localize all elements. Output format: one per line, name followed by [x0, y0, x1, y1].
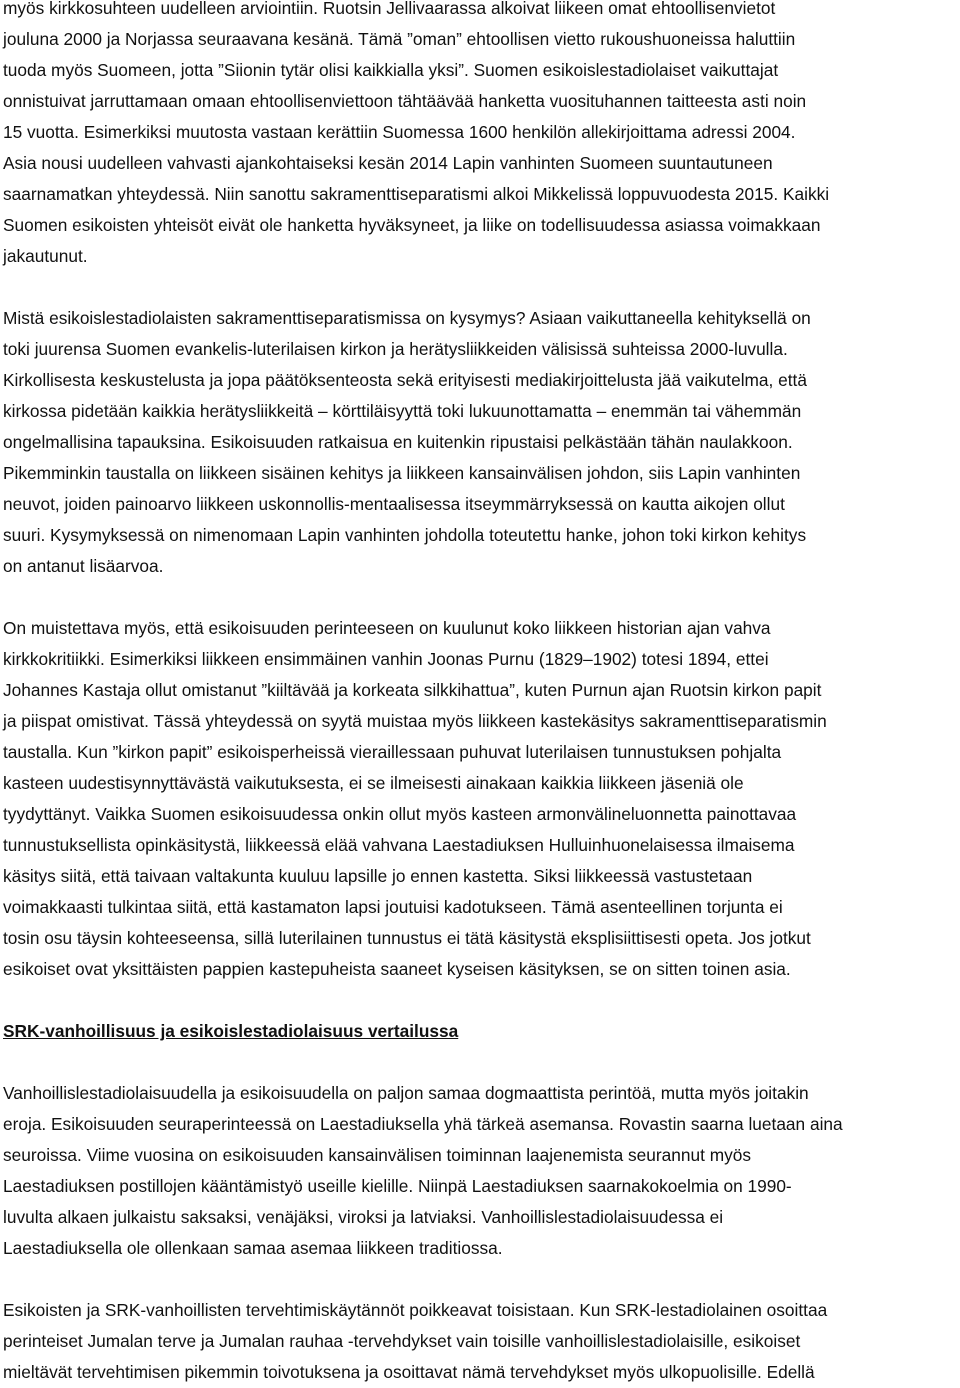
text-line: perinteiset Jumalan terve ja Jumalan rauhaa -tervehdykset vain toisille vanhoillislestadiolaisille, esikoiset: [3, 1331, 801, 1351]
text-line: ja piispat omistivat. Tässä yhteydessä on syytä muistaa myös liikkeen kastekäsitys sakramenttiseparatismin: [3, 711, 827, 731]
text-line: Mistä esikoislestadiolaisten sakramenttiseparatismissa on kysymys? Asiaan vaikuttaneella kehityksellä on: [3, 308, 811, 328]
text-line: ongelmallisina tapauksina. Esikoisuuden ratkaisua en kuitenkin ripustaisi pelkästään tähän naulakkoon.: [3, 432, 793, 452]
text-line: luvulta alkaen julkaistu saksaksi, venäjäksi, viroksi ja latviaksi. Vanhoillislestadiolaisuudessa ei: [3, 1207, 724, 1227]
paragraph-spacer: [3, 1264, 957, 1295]
text-line: seuroissa. Viime vuosina on esikoisuuden kansainvälisen toiminnan laajenemista seurannut myös: [3, 1145, 751, 1165]
text-line: jouluna 2000 ja Norjassa seuraavana kesänä. Tämä ”oman” ehtoollisen vietto rukoushuoneissa haluttiin: [3, 29, 796, 49]
text-line: tuoda myös Suomeen, jotta ”Siionin tytär olisi kaikkialla yksi”. Suomen esikoislestadiolaiset vaikuttajat: [3, 60, 779, 80]
paragraph: [3, 1078, 957, 1264]
text-line: Esikoisten ja SRK-vanhoillisten tervehtimiskäytännöt poikkeavat toisistaan. Kun SRK-lestadiolainen osoittaa: [3, 1300, 828, 1320]
text-line: kasteen uudestisynnyttävästä vaikutuksesta, ei se ilmeisesti ainakaan kaikkia liikkeen jäseniä ole: [3, 773, 744, 793]
paragraph: [3, 0, 957, 272]
text-line: taustalla. Kun ”kirkon papit” esikoisperheissä vieraillessaan puhuvat luterilaisen tunnustuksen pohjalta: [3, 742, 782, 762]
text-line: toki juurensa Suomen evankelis-luterilaisen kirkon ja herätysliikkeiden välisissä suhteissa 2000-luvulla.: [3, 339, 788, 359]
paragraph-spacer: [3, 582, 957, 613]
text-line: Vanhoillislestadiolaisuudella ja esikoisuudella on paljon samaa dogmaattista perintöä, mutta myös joitakin: [3, 1083, 809, 1103]
text-line: neuvot, joiden painoarvo liikkeen uskonnollis-mentaalisessa itseymmärryksessä on kautta aikojen ollut: [3, 494, 785, 514]
text-line: on antanut lisäarvoa.: [3, 556, 164, 576]
text-line: käsitys siitä, että taivaan valtakunta kuuluu lapsille jo ennen kastetta. Siksi liikkeessä vastustetaan: [3, 866, 753, 886]
text-line: kirkkokritiikki. Esimerkiksi liikkeen ensimmäinen vanhin Joonas Purnu (1829–1902) totesi 1894, ettei: [3, 649, 769, 669]
text-line: tosin osu täysin kohteeseensa, sillä luterilainen tunnustus ei tätä käsitystä eksplisiittisesti opeta. Jos jotkut: [3, 928, 811, 948]
text-line: onnistuivat jarruttamaan omaan ehtoollisenviettoon tähtäävää hanketta vuosituhannen taitteesta asti noin: [3, 91, 807, 111]
text-line: Pikemminkin taustalla on liikkeen sisäinen kehitys ja liikkeen kansainvälisen johdon, siis Lapin vanhinten: [3, 463, 801, 483]
text-line: Laestadiuksen postillojen kääntämistyö useille kielille. Niinpä Laestadiuksen saarnakokoelmia on 1990-: [3, 1176, 792, 1196]
text-line: tunnustuksellista opinkäsitystä, liikkeessä elää vahvana Laestadiuksen Hulluinhuonelaisessa ilmaisema: [3, 835, 795, 855]
text-line: Kirkollisesta keskustelusta ja jopa päätöksenteosta sekä erityisesti mediakirjoittelusta jää vaikutelma, että: [3, 370, 807, 390]
text-line: voimakkaasti tulkintaa siitä, että kastamaton lapsi joutuisi kadotukseen. Tämä asenteellinen torjunta ei: [3, 897, 783, 917]
text-line: mieltävät tervehtimisen pikemmin toivotuksena ja osoittavat nämä tervehdykset myös ulkopuolisille. Edellä: [3, 1362, 815, 1382]
text-line: Johannes Kastaja ollut omistanut ”kiiltävää ja korkeata silkkihattua”, kuten Purnun ajan Ruotsin kirkon papit: [3, 680, 822, 700]
section-heading: SRK-vanhoillisuus ja esikoislestadiolaisuus vertailussa: [3, 1021, 459, 1041]
paragraph-spacer: [3, 1047, 957, 1078]
text-line: Suomen esikoisten yhteisöt eivät ole hanketta hyväksyneet, ja liike on todellisuudessa asiassa voimakkaan: [3, 215, 821, 235]
text-line: kirkossa pidetään kaikkia herätysliikkeitä – körttiläisyyttä toki lukuunottamatta – enemmän tai vähemmän: [3, 401, 802, 421]
text-line: Asia nousi uudelleen vahvasti ajankohtaiseksi kesän 2014 Lapin vanhinten Suomeen suuntautuneen: [3, 153, 773, 173]
text-line: Laestadiuksella ole ollenkaan samaa asemaa liikkeen traditiossa.: [3, 1238, 503, 1258]
text-line: eroja. Esikoisuuden seuraperinteessä on Laestadiuksella yhä tärkeä asemansa. Rovastin saarna luetaan aina: [3, 1114, 843, 1134]
section-heading-block: [3, 1016, 957, 1047]
text-line: myös kirkkosuhteen uudelleen arviointiin. Ruotsin Jellivaarassa alkoivat liikeen omat ehtoollisenvietot: [3, 0, 776, 18]
text-line: esikoiset ovat yksittäisten pappien kastepuheista saaneet kyseisen käsityksen, se on sitten toinen asia.: [3, 959, 791, 979]
text-line: On muistettava myös, että esikoisuuden perinteeseen on kuulunut koko liikkeen historian ajan vahva: [3, 618, 771, 638]
text-line: tyydyttänyt. Vaikka Suomen esikoisuudessa onkin ollut myös kasteen armonvälineluonnetta painottavaa: [3, 804, 797, 824]
text-line: suuri. Kysymyksessä on nimenomaan Lapin vanhinten johdolla toteutettu hanke, johon toki kirkon kehitys: [3, 525, 807, 545]
text-line: 15 vuotta. Esimerkiksi muutosta vastaan kerättiin Suomessa 1600 henkilön allekirjoittama adressi 2004.: [3, 122, 796, 142]
document-page: [3, 0, 957, 1388]
paragraph: [3, 303, 957, 582]
paragraph-spacer: [3, 985, 957, 1016]
text-line: jakautunut.: [3, 246, 88, 266]
paragraph: [3, 613, 957, 985]
text-line: saarnamatkan yhteydessä. Niin sanottu sakramenttiseparatismi alkoi Mikkelissä loppuvuodesta 2015. Kaikki: [3, 184, 830, 204]
paragraph: [3, 1295, 957, 1388]
paragraph-spacer: [3, 272, 957, 303]
